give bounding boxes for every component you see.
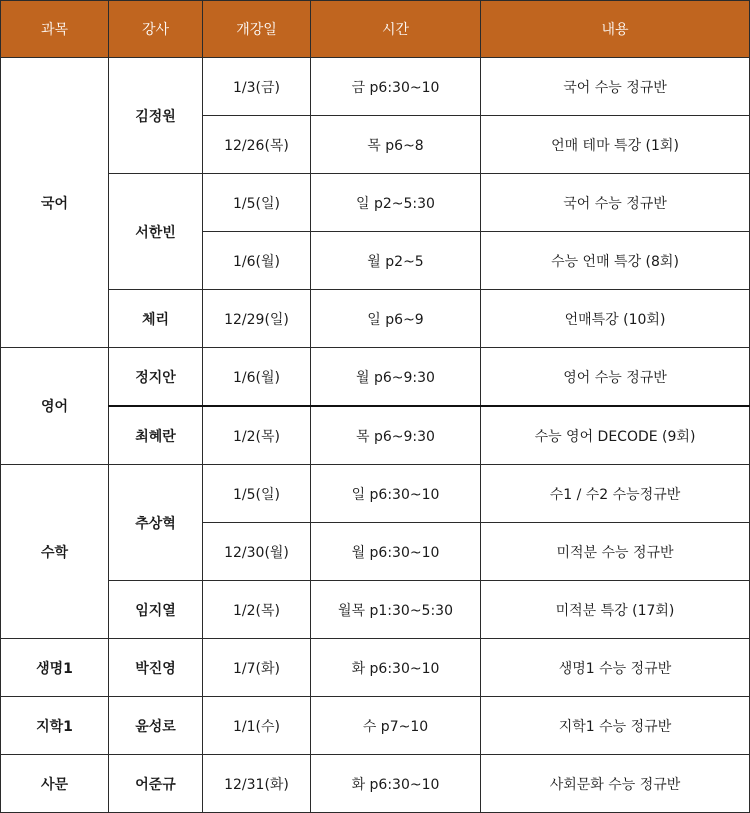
date-cell: 12/30(월) [203,523,311,581]
date-cell: 1/2(목) [203,581,311,639]
header-subject: 과목 [1,1,109,58]
time-cell: 수 p7~10 [311,697,481,755]
table-row [1,58,750,116]
date-cell: 1/5(일) [203,174,311,232]
date-cell: 12/31(화) [203,755,311,813]
table-row [1,465,750,523]
table-row [1,290,750,348]
date-cell: 1/5(일) [203,465,311,523]
subject-cell: 국어 [1,58,109,348]
content-cell: 언매특강 (10회) [481,290,750,348]
teacher-cell: 윤성로 [109,697,203,755]
content-cell: 지학1 수능 정규반 [481,697,750,755]
date-cell: 1/7(화) [203,639,311,697]
table-row [1,639,750,697]
teacher-cell: 어준규 [109,755,203,813]
table-row [1,348,750,407]
subject-cell: 영어 [1,348,109,465]
time-cell: 월 p6~9:30 [311,348,481,407]
date-cell: 12/29(일) [203,290,311,348]
time-cell: 금 p6:30~10 [311,58,481,116]
table-row [1,755,750,813]
header-teacher: 강사 [109,1,203,58]
time-cell: 목 p6~9:30 [311,406,481,465]
header-row [1,1,750,58]
header-start-date: 개강일 [203,1,311,58]
time-cell: 일 p2~5:30 [311,174,481,232]
date-cell: 1/1(수) [203,697,311,755]
subject-cell: 사문 [1,755,109,813]
subject-cell: 생명1 [1,639,109,697]
teacher-cell: 서한빈 [109,174,203,290]
teacher-cell: 임지열 [109,581,203,639]
teacher-cell: 박진영 [109,639,203,697]
teacher-cell: 체리 [109,290,203,348]
time-cell: 월 p6:30~10 [311,523,481,581]
content-cell: 국어 수능 정규반 [481,58,750,116]
header-time: 시간 [311,1,481,58]
header-content: 내용 [481,1,750,58]
content-cell: 수1 / 수2 수능정규반 [481,465,750,523]
content-cell: 미적분 특강 (17회) [481,581,750,639]
date-cell: 1/2(목) [203,406,311,465]
subject-cell: 지학1 [1,697,109,755]
teacher-cell: 최혜란 [109,406,203,465]
content-cell: 영어 수능 정규반 [481,348,750,407]
content-cell: 미적분 수능 정규반 [481,523,750,581]
date-cell: 1/3(금) [203,58,311,116]
time-cell: 일 p6:30~10 [311,465,481,523]
date-cell: 12/26(목) [203,116,311,174]
table-row [1,581,750,639]
time-cell: 월 p2~5 [311,232,481,290]
teacher-cell: 추상혁 [109,465,203,581]
time-cell: 화 p6:30~10 [311,639,481,697]
teacher-cell: 정지안 [109,348,203,407]
content-cell: 국어 수능 정규반 [481,174,750,232]
time-cell: 목 p6~8 [311,116,481,174]
time-cell: 일 p6~9 [311,290,481,348]
content-cell: 생명1 수능 정규반 [481,639,750,697]
content-cell: 수능 영어 DECODE (9회) [481,406,750,465]
content-cell: 언매 테마 특강 (1회) [481,116,750,174]
time-cell: 월목 p1:30~5:30 [311,581,481,639]
content-cell: 수능 언매 특강 (8회) [481,232,750,290]
date-cell: 1/6(월) [203,348,311,407]
subject-cell: 수학 [1,465,109,639]
date-cell: 1/6(월) [203,232,311,290]
time-cell: 화 p6:30~10 [311,755,481,813]
teacher-cell: 김정원 [109,58,203,174]
content-cell: 사회문화 수능 정규반 [481,755,750,813]
table-row [1,174,750,232]
table-row [1,697,750,755]
table-row [1,406,750,465]
